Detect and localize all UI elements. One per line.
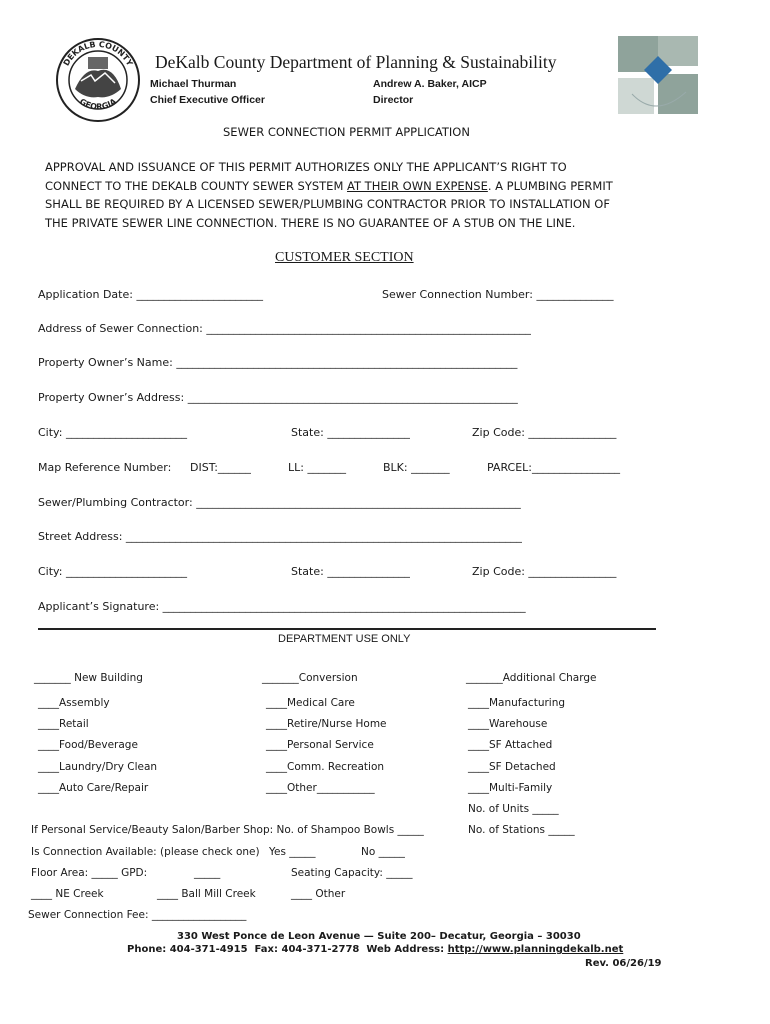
contractor-state-field[interactable]: State: _______________	[291, 565, 410, 578]
notice-paragraph	[45, 158, 613, 232]
seal-text-bottom: GEORGIA	[77, 96, 119, 112]
state-field[interactable]: State: _______________	[291, 426, 410, 439]
additional-charge-option[interactable]: _______Additional Charge	[466, 672, 597, 684]
notice-line-1: APPROVAL AND ISSUANCE OF THIS PERMIT AUTHORIZES ONLY THE APPLICANT’S RIGHT TO	[45, 160, 567, 174]
laundry-option[interactable]: ____Laundry/Dry Clean	[38, 761, 158, 773]
notice-line-4: THE PRIVATE SEWER LINE CONNECTION. THERE IS NO GUARANTEE OF A STUB ON THE LINE.	[45, 215, 576, 230]
footer-address: 330 West Ponce de Leon Avenue — Suite 200– Decatur, Georgia – 30030	[177, 931, 581, 942]
ne-creek-option[interactable]: ____ NE Creek	[31, 888, 104, 900]
fax-number: 404-371-2778	[281, 944, 360, 955]
dist-field[interactable]: DIST:______	[190, 461, 251, 474]
yes-option[interactable]: Yes _____	[269, 846, 316, 858]
ball-mill-creek-option[interactable]: ____ Ball Mill Creek	[157, 888, 256, 900]
ceo-name: Michael Thurman	[150, 78, 237, 90]
seating-capacity-field[interactable]: Seating Capacity: _____	[291, 867, 413, 879]
contractor-field[interactable]: Sewer/Plumbing Contractor: ___________________________________________________________	[38, 496, 521, 509]
notice-line-2	[45, 177, 613, 196]
fax-label: Fax:	[247, 944, 282, 955]
svg-text:GEORGIA	[78, 96, 119, 111]
form-title: SEWER CONNECTION PERMIT APPLICATION	[223, 125, 470, 139]
seal-text-top: DEKALB COUNTY	[61, 39, 135, 68]
contractor-city-field[interactable]: City: ______________________	[38, 565, 187, 578]
parcel-field[interactable]: PARCEL:________________	[487, 461, 621, 474]
medical-care-option[interactable]: ____Medical Care	[266, 697, 355, 709]
blk-field[interactable]: BLK: _______	[383, 461, 450, 474]
sf-detached-option[interactable]: ____SF Detached	[468, 761, 556, 773]
contractor-zip-field[interactable]: Zip Code: ________________	[472, 565, 617, 578]
comm-recreation-option[interactable]: ____Comm. Recreation	[266, 761, 385, 773]
section-divider	[38, 628, 656, 630]
address-of-connection-field[interactable]: Address of Sewer Connection: ___________________________________________________________	[38, 322, 531, 335]
zip-code-field[interactable]: Zip Code: ________________	[472, 426, 617, 439]
street-address-field[interactable]: Street Address: ________________________________________________________________________	[38, 530, 522, 543]
no-option[interactable]: No _____	[361, 846, 405, 858]
floor-area-field[interactable]: Floor Area: _____ GPD:	[31, 867, 148, 879]
manufacturing-option[interactable]: ____Manufacturing	[468, 697, 566, 709]
ceo-title: Chief Executive Officer	[150, 94, 265, 106]
new-building-option[interactable]: _______ New Building	[34, 672, 143, 684]
phone-number: 404-371-4915	[169, 944, 248, 955]
sewer-connection-number-field[interactable]: Sewer Connection Number: ______________	[382, 288, 614, 301]
director-title: Director	[373, 94, 414, 106]
notice-emphasis: AT THEIR OWN EXPENSE	[347, 178, 488, 193]
application-date-field[interactable]: Application Date: _______________________	[38, 288, 263, 301]
sf-attached-option[interactable]: ____SF Attached	[468, 739, 553, 751]
map-reference-label: Map Reference Number:	[38, 461, 172, 474]
other-use-option[interactable]: ____Other___________	[266, 782, 375, 794]
connection-fee-field[interactable]: Sewer Connection Fee: __________________	[28, 909, 247, 921]
department-title: DeKalb County Department of Planning & Sustainability	[155, 52, 557, 72]
director-name: Andrew A. Baker, AICP	[373, 78, 487, 90]
gpd-field[interactable]: _____	[194, 867, 221, 879]
web-label: Web Address:	[359, 944, 448, 955]
conversion-option[interactable]: _______Conversion	[262, 672, 358, 684]
stations-field[interactable]: No. of Stations _____	[468, 824, 575, 836]
retail-option[interactable]: ____Retail	[38, 718, 89, 730]
units-field[interactable]: No. of Units _____	[468, 803, 559, 815]
department-use-heading: DEPARTMENT USE ONLY	[278, 633, 411, 645]
footer-contact	[127, 944, 623, 955]
seal-icon	[55, 37, 141, 123]
multi-family-option[interactable]: ____Multi-Family	[468, 782, 553, 794]
phone-label: Phone:	[127, 944, 170, 955]
county-seal	[55, 37, 141, 123]
ll-field[interactable]: LL: _______	[288, 461, 346, 474]
connection-available-label: Is Connection Available: (please check one)	[31, 846, 260, 858]
assembly-option[interactable]: ____Assembly	[38, 697, 110, 709]
auto-care-option[interactable]: ____Auto Care/Repair	[38, 782, 149, 794]
other-basin-option[interactable]: ____ Other	[291, 888, 346, 900]
logo-icon	[612, 34, 700, 116]
shampoo-bowls-field[interactable]: If Personal Service/Beauty Salon/Barber Shop: No. of Shampoo Bowls _____	[31, 824, 424, 836]
food-beverage-option[interactable]: ____Food/Beverage	[38, 739, 138, 751]
applicant-signature-field[interactable]: Applicant’s Signature: __________________________________________________________________	[38, 600, 526, 613]
warehouse-option[interactable]: ____Warehouse	[468, 718, 548, 730]
city-field[interactable]: City: ______________________	[38, 426, 187, 439]
revision-date: Rev. 06/26/19	[585, 958, 662, 969]
personal-service-option[interactable]: ____Personal Service	[266, 739, 374, 751]
website-link[interactable]: http://www.planningdekalb.net	[447, 944, 624, 955]
notice-line-3: SHALL BE REQUIRED BY A LICENSED SEWER/PLUMBING CONTRACTOR PRIOR TO INSTALLATION OF	[45, 197, 610, 212]
notice-line-2-post: . A PLUMBING PERMIT	[487, 178, 613, 193]
customer-section-heading: CUSTOMER SECTION	[275, 250, 414, 265]
property-owner-address-field[interactable]: Property Owner’s Address: ____________________________________________________________	[38, 391, 518, 404]
planning-logo	[612, 34, 700, 116]
notice-line-2-pre: CONNECT TO THE DEKALB COUNTY SEWER SYSTEM	[45, 178, 348, 193]
property-owner-name-field[interactable]: Property Owner’s Name: ______________________________________________________________	[38, 356, 518, 369]
retire-nurse-option[interactable]: ____Retire/Nurse Home	[266, 718, 387, 730]
